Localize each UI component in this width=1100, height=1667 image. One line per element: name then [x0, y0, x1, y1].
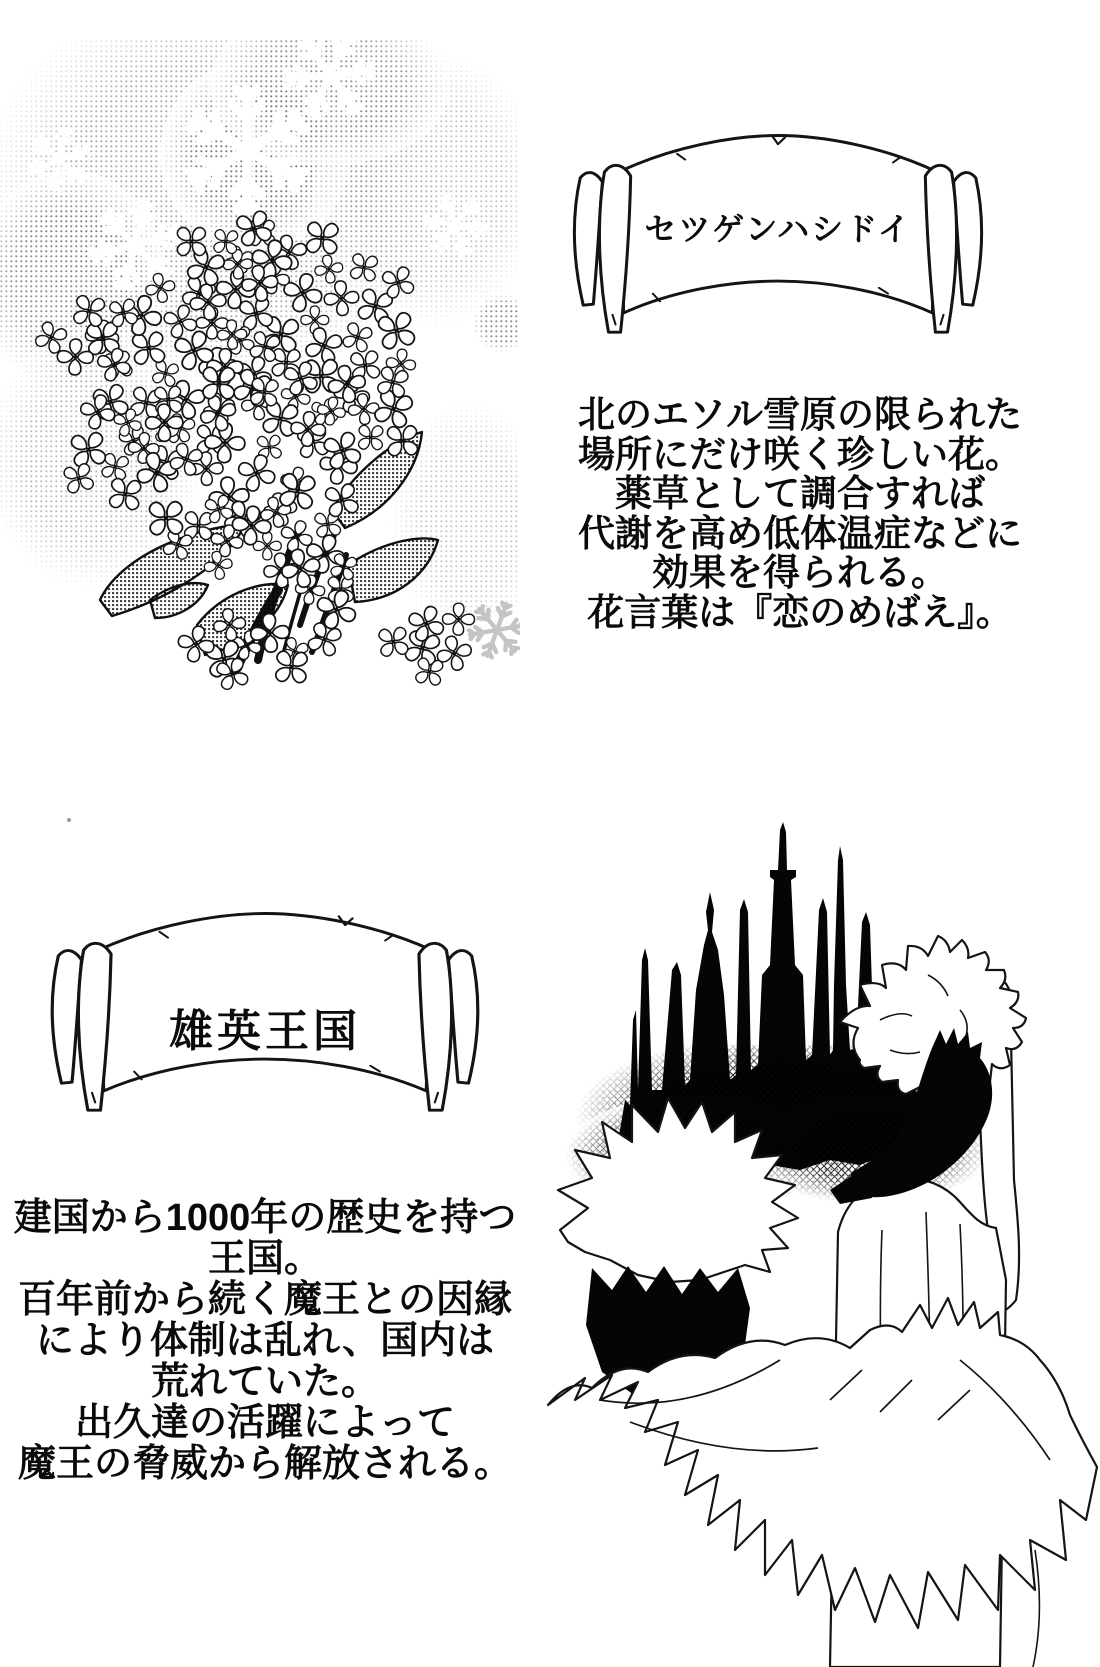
lilac-flower-illustration [0, 40, 520, 700]
flower-description-line: 場所にだけ咲く珍しい花。 [578, 433, 1022, 475]
flower-description [540, 395, 1060, 632]
ink-speck [67, 818, 71, 822]
kingdom-description-line: 荒れていた。 [150, 1361, 379, 1403]
flower-description-line: 代謝を高め低体温症などに [578, 512, 1022, 554]
banner-scroll-kingdom [33, 900, 497, 1115]
kingdom-description-line: により体制は乱れ、国内は [35, 1320, 495, 1362]
flower-description-line: 北のエソル雪原の限られた [578, 394, 1022, 435]
kingdom-description-line: 王国。 [207, 1238, 322, 1280]
flower-name-banner-label: セツゲンハシドイ [644, 210, 912, 247]
kingdom-description-line: 出久達の活躍によって [74, 1402, 455, 1444]
kingdom-description-line: 百年前から続く魔王との因縁 [17, 1279, 512, 1321]
banner-scroll-flower [556, 122, 1000, 337]
flower-description-line: 薬草として調合すれば [615, 473, 985, 514]
flower-description-line: 効果を得られる。 [652, 552, 948, 593]
kingdom-description-line: 魔王の脅威から解放される。 [17, 1443, 512, 1485]
kingdom-description [5, 1198, 525, 1485]
flower-description-line: 花言葉は『恋のめばえ』。 [587, 591, 1013, 633]
kingdom-name-banner-label: 雄英王国 [168, 1006, 361, 1056]
castle-and-characters-illustration [530, 760, 1100, 1667]
kingdom-description-line: 建国から1000年の歴史を持つ [13, 1197, 517, 1239]
